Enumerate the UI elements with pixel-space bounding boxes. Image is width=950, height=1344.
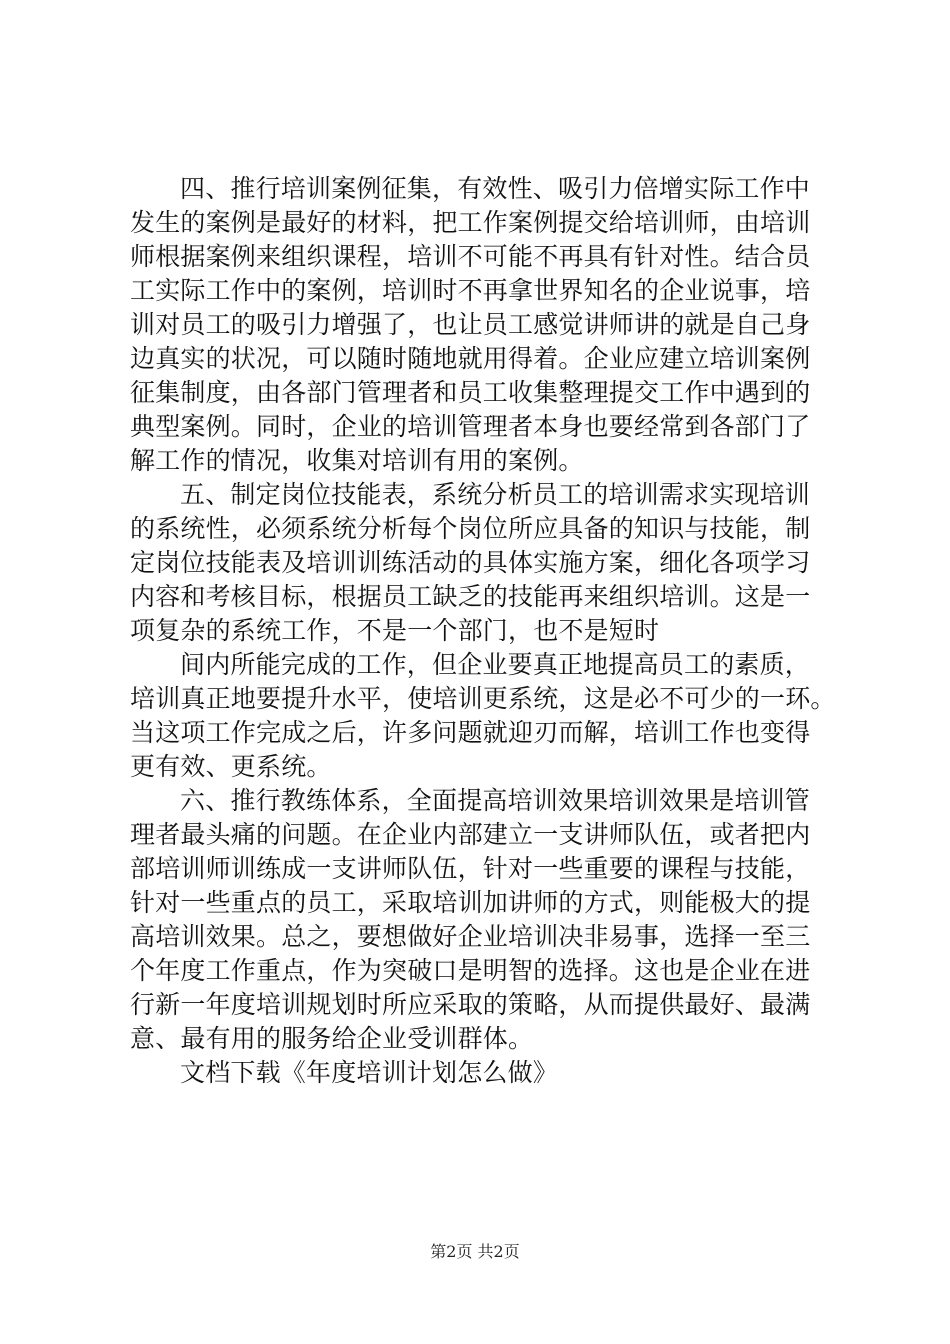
paragraph-6-line-2: 理者最头痛的问题。在企业内部建立一支讲师队伍，或者把内 [130,820,811,849]
paragraph-4-line-4: 工实际工作中的案例，培训时不再拿世界知名的企业说事，培 [130,276,811,305]
paragraph-5-line-2: 的系统性，必须系统分析每个岗位所应具备的知识与技能，制 [130,514,811,543]
paragraph-6-line-3: 部培训师训练成一支讲师队伍，针对一些重要的课程与技能， [130,854,811,883]
paragraph-5-line-3: 定岗位技能表及培训训练活动的具体实施方案，细化各项学习 [130,548,811,577]
paragraph-5b-line-3: 当这项工作完成之后，许多问题就迎刃而解，培训工作也变得 [130,718,811,747]
paragraph-4-line-2: 发生的案例是最好的材料，把工作案例提交给培训师，由培训 [130,208,811,237]
paragraph-5b-line-1: 间内所能完成的工作，但企业要真正地提高员工的素质， [180,650,811,679]
paragraph-5b-line-2: 培训真正地要提升水平，使培训更系统，这是必不可少的一环。 [130,684,836,713]
paragraph-4-line-6: 边真实的状况，可以随时随地就用得着。企业应建立培训案例 [130,344,811,373]
paragraph-4-line-8: 典型案例。同时，企业的培训管理者本身也要经常到各部门了 [130,412,811,441]
page-number-footer: 第2页 共2页 [430,1242,520,1261]
paragraph-4-line-9: 解工作的情况，收集对培训有用的案例。 [130,446,584,475]
download-link-text: 文档下载《年度培训计划怎么做》 [180,1058,559,1087]
paragraph-6-line-4: 针对一些重点的员工，采取培训加讲师的方式，则能极大的提 [130,888,811,917]
paragraph-5-line-1: 五、制定岗位技能表，系统分析员工的培训需求实现培训 [180,480,811,509]
paragraph-6-line-8: 意、最有用的服务给企业受训群体。 [130,1024,534,1053]
paragraph-6-line-1: 六、推行教练体系，全面提高培训效果培训效果是培训管 [180,786,811,815]
paragraph-6-line-7: 行新一年度培训规划时所应采取的策略，从而提供最好、最满 [130,990,811,1019]
paragraph-6-line-6: 个年度工作重点，作为突破口是明智的选择。这也是企业在进 [130,956,811,985]
paragraph-4-line-3: 师根据案例来组织课程，培训不可能不再具有针对性。结合员 [130,242,811,271]
paragraph-5b-line-4: 更有效、更系统。 [130,752,332,781]
paragraph-5-line-5: 项复杂的系统工作，不是一个部门，也不是短时 [130,616,660,645]
paragraph-5-line-4: 内容和考核目标，根据员工缺乏的技能再来组织培训。这是一 [130,582,811,611]
document-body [130,172,835,1090]
paragraph-4-line-7: 征集制度，由各部门管理者和员工收集整理提交工作中遇到的 [130,378,811,407]
paragraph-4-line-1: 四、推行培训案例征集，有效性、吸引力倍增实际工作中 [180,174,811,203]
paragraph-4-line-5: 训对员工的吸引力增强了，也让员工感觉讲师讲的就是自己身 [130,310,811,339]
paragraph-6-line-5: 高培训效果。总之，要想做好企业培训决非易事，选择一至三 [130,922,811,951]
